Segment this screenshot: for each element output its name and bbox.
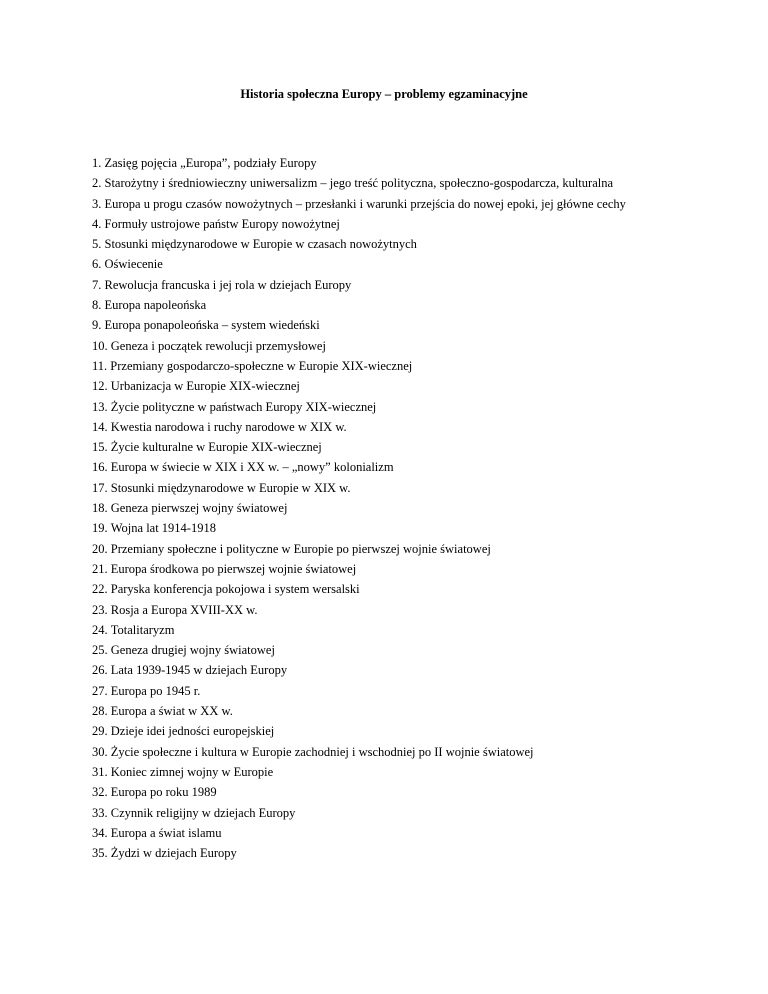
list-item (92, 437, 652, 457)
list-item (92, 803, 652, 823)
list-item (92, 478, 652, 498)
document-title: Historia społeczna Europy – problemy egzaminacyjne (240, 87, 528, 101)
topic-number: 14. (92, 419, 111, 434)
list-item (92, 681, 652, 701)
topic-text: Życie polityczne w państwach Europy XIX-wiecznej (110, 399, 377, 414)
topic-number: 16. (92, 460, 111, 475)
list-item (92, 498, 652, 518)
topic-text: Żydzi w dziejach Europy (110, 846, 237, 861)
topic-text: Paryska konferencja pokojowa i system wersalski (110, 582, 360, 597)
topic-number: 9. (92, 318, 105, 333)
list-item (92, 660, 652, 680)
list-item (92, 397, 652, 417)
topic-number: 17. (92, 480, 111, 495)
topic-text: Zasięg pojęcia „Europa”, podziały Europy (104, 156, 317, 170)
topic-text: Europa napoleońska (104, 298, 207, 313)
topic-number: 8. (92, 298, 105, 313)
topic-text: Wojna lat 1914-1918 (110, 521, 216, 536)
list-item (92, 173, 652, 193)
topic-text: Urbanizacja w Europie XIX-wiecznej (110, 379, 300, 394)
topic-text: Rosja a Europa XVIII-XX w. (110, 602, 258, 617)
list-item (92, 254, 652, 274)
topic-text: Europa po 1945 r. (110, 683, 201, 698)
topic-text: Życie kulturalne w Europie XIX-wiecznej (110, 440, 322, 455)
topic-text: Oświecenie (104, 257, 163, 272)
list-item (92, 356, 652, 376)
list-item (92, 742, 652, 762)
topic-number: 22. (92, 582, 111, 597)
topic-number: 32. (92, 785, 111, 800)
list-item (92, 214, 652, 234)
topic-text: Europa w świecie w XIX i XX w. – „nowy” kolonializm (110, 460, 394, 475)
list-item (92, 153, 652, 173)
topic-number: 23. (92, 602, 111, 617)
topic-number: 12. (92, 379, 111, 394)
topic-text: Przemiany społeczne i polityczne w Europie po pierwszej wojnie światowej (110, 541, 491, 556)
topic-number: 20. (92, 541, 111, 556)
list-item (92, 782, 652, 802)
list-item (92, 701, 652, 721)
list-item (92, 457, 652, 477)
topic-text: Stosunki międzynarodowe w Europie w XIX w. (110, 480, 351, 495)
list-item (92, 234, 652, 254)
topic-number: 35. (92, 846, 111, 861)
topic-number: 3. (92, 196, 105, 211)
topic-text: Dzieje idei jedności europejskiej (110, 724, 275, 739)
topic-text: Totalitaryzm (110, 622, 175, 637)
topic-number: 7. (92, 277, 105, 292)
list-item (92, 315, 652, 335)
topic-number: 21. (92, 561, 111, 576)
topic-text: Formuły ustrojowe państw Europy nowożytnej (104, 216, 340, 231)
topic-number: 4. (92, 216, 105, 231)
topic-text: Europa a świat w XX w. (110, 704, 233, 719)
list-item (92, 721, 652, 741)
topic-text: Europa u progu czasów nowożytnych – przesłanki i warunki przejścia do nowej epoki, jej główne cechy (104, 196, 626, 211)
topic-text: Europa po roku 1989 (110, 785, 217, 800)
list-item (92, 843, 652, 863)
list-item (92, 762, 652, 782)
topic-number: 15. (92, 440, 111, 455)
topic-number: 26. (92, 663, 111, 678)
topic-number: 33. (92, 805, 111, 820)
topic-text: Geneza i początek rewolucji przemysłowej (110, 338, 326, 353)
exam-topic-list (92, 153, 652, 863)
topic-text: Stosunki międzynarodowe w Europie w czasach nowożytnych (104, 237, 417, 252)
list-item (92, 539, 652, 559)
list-item (92, 275, 652, 295)
topic-text: Europa ponapoleońska – system wiedeński (104, 318, 320, 333)
list-item (92, 559, 652, 579)
list-item (92, 376, 652, 396)
list-item (92, 518, 652, 538)
list-item (92, 600, 652, 620)
list-item (92, 336, 652, 356)
topic-number: 6. (92, 257, 105, 272)
topic-number: 13. (92, 399, 111, 414)
topic-number: 27. (92, 683, 111, 698)
topic-text: Geneza pierwszej wojny światowej (110, 501, 288, 516)
topic-number: 19. (92, 521, 111, 536)
list-item (92, 620, 652, 640)
topic-text: Europa środkowa po pierwszej wojnie światowej (110, 561, 357, 576)
topic-text: Koniec zimnej wojny w Europie (110, 764, 274, 779)
list-item (92, 417, 652, 437)
topic-number: 11. (92, 358, 111, 373)
list-item (92, 640, 652, 660)
topic-number: 1. (92, 156, 105, 170)
topic-text: Rewolucja francuska i jej rola w dziejach Europy (104, 277, 352, 292)
topic-number: 29. (92, 724, 111, 739)
topic-number: 25. (92, 643, 111, 658)
topic-number: 34. (92, 825, 111, 840)
topic-number: 31. (92, 764, 111, 779)
topic-text: Starożytny i średniowieczny uniwersalizm – jego treść polityczna, społeczno-gospodarcza, kulturalna (104, 176, 614, 191)
topic-number: 10. (92, 338, 111, 353)
topic-number: 18. (92, 501, 111, 516)
topic-number: 5. (92, 237, 105, 252)
list-item (92, 823, 652, 843)
topic-text: Geneza drugiej wojny światowej (110, 643, 275, 658)
topic-number: 24. (92, 622, 111, 637)
topic-number: 28. (92, 704, 111, 719)
topic-text: Przemiany gospodarczo-społeczne w Europie XIX-wiecznej (110, 358, 413, 373)
list-item (92, 194, 652, 214)
list-item (92, 579, 652, 599)
topic-text: Lata 1939-1945 w dziejach Europy (110, 663, 288, 678)
topic-number: 30. (92, 744, 111, 759)
topic-number: 2. (92, 176, 105, 191)
list-item (92, 295, 652, 315)
topic-text: Kwestia narodowa i ruchy narodowe w XIX w. (110, 419, 347, 434)
topic-text: Życie społeczne i kultura w Europie zachodniej i wschodniej po II wojnie światowej (110, 744, 534, 759)
topic-text: Europa a świat islamu (110, 825, 222, 840)
topic-text: Czynnik religijny w dziejach Europy (110, 805, 296, 820)
